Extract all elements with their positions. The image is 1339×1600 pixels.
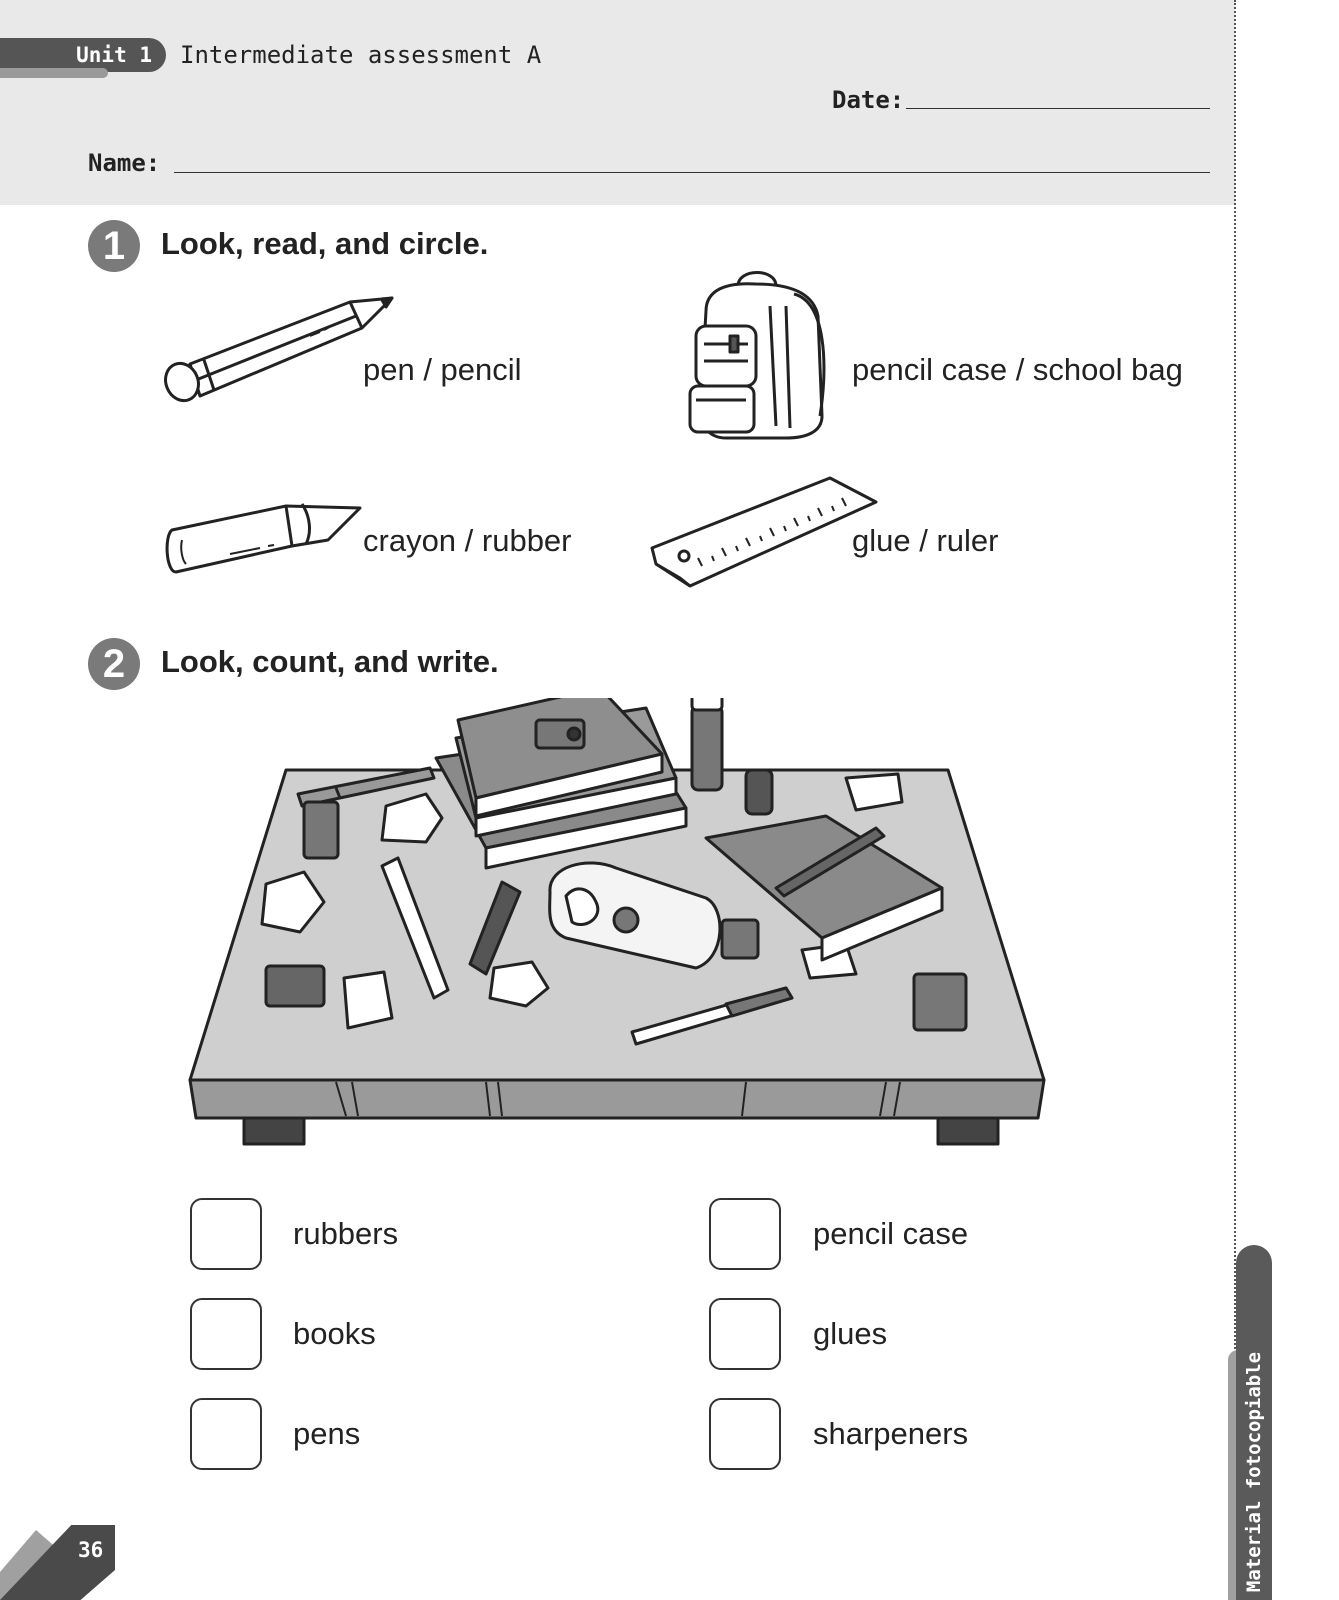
side-tab-label: Material fotocopiable <box>1243 1351 1265 1593</box>
count-label-pencil-case: pencil case <box>813 1216 969 1251</box>
name-field[interactable] <box>174 172 1210 173</box>
desk-illustration <box>186 698 1046 1148</box>
count-label-pens: pens <box>293 1416 361 1451</box>
exercise-2-instruction: Look, count, and write. <box>161 644 499 679</box>
count-box-pens[interactable] <box>190 1398 262 1470</box>
assessment-title: Intermediate assessment A <box>180 41 542 69</box>
exercise-1-number: 1 <box>88 220 140 272</box>
choice-crayon-rubber[interactable]: crayon / rubber <box>363 523 572 558</box>
count-label-glues: glues <box>813 1316 888 1351</box>
header-band <box>0 0 1235 205</box>
ruler-icon <box>650 476 880 591</box>
page-number: 36 <box>78 1538 104 1562</box>
choice-pen-pencil[interactable]: pen / pencil <box>363 352 522 387</box>
school-bag-icon <box>686 266 836 441</box>
choice-glue-ruler[interactable]: glue / ruler <box>852 523 999 558</box>
name-label: Name: <box>88 149 161 177</box>
unit-tab <box>0 38 166 72</box>
date-field[interactable] <box>906 108 1210 109</box>
count-box-books[interactable] <box>190 1298 262 1370</box>
choice-pencilcase-schoolbag[interactable]: pencil case / school bag <box>852 352 1183 387</box>
count-box-rubbers[interactable] <box>190 1198 262 1270</box>
count-label-rubbers: rubbers <box>293 1216 399 1251</box>
date-label: Date: <box>832 86 905 114</box>
exercise-2-number: 2 <box>88 638 140 690</box>
crayon-icon <box>160 490 370 580</box>
unit-tab-underline <box>0 68 108 78</box>
count-box-sharpeners[interactable] <box>709 1398 781 1470</box>
count-label-sharpeners: sharpeners <box>813 1416 969 1451</box>
unit-label: Unit 1 <box>76 43 152 67</box>
count-box-glues[interactable] <box>709 1298 781 1370</box>
count-box-pencil-case[interactable] <box>709 1198 781 1270</box>
count-label-books: books <box>293 1316 376 1351</box>
exercise-1-instruction: Look, read, and circle. <box>161 226 489 261</box>
